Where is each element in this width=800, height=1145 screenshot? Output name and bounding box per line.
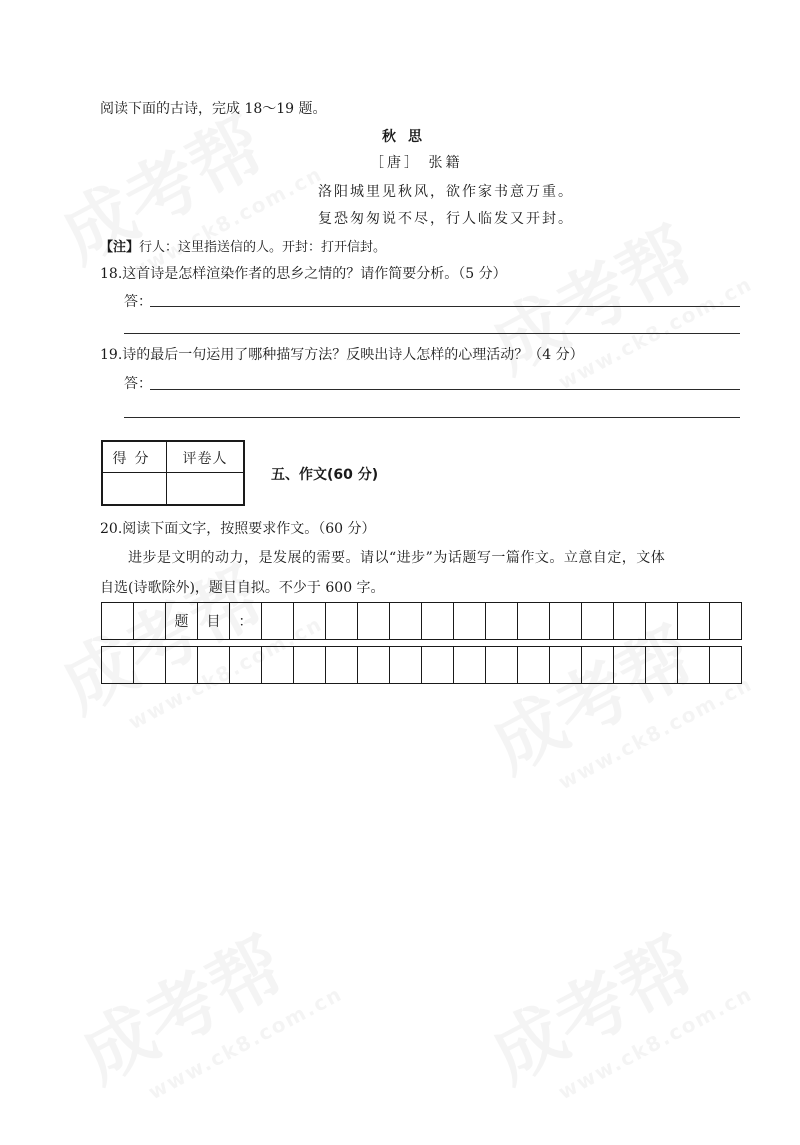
writing-grid-cell[interactable] xyxy=(390,647,422,683)
writing-grid-cell[interactable] xyxy=(550,647,582,683)
title-grid-cell[interactable] xyxy=(486,603,518,639)
writing-grid-cell[interactable] xyxy=(134,647,166,683)
essay-prompt-line-1: 进步是文明的动力，是发展的需要。请以“进步”为话题写一篇作文。立意自定，文体 xyxy=(128,550,666,566)
poem-author: ［唐］ 张籍 xyxy=(370,155,463,171)
writing-grid-cell[interactable] xyxy=(166,647,198,683)
title-grid-cell[interactable] xyxy=(710,603,742,639)
score-table xyxy=(101,440,245,506)
writing-grid-cell[interactable] xyxy=(422,647,454,683)
poem-note xyxy=(100,236,386,255)
writing-grid-cell[interactable] xyxy=(230,647,262,683)
note-text: 行人：这里指送信的人。开封：打开信封。 xyxy=(139,240,387,255)
title-grid-cell[interactable] xyxy=(582,603,614,639)
title-grid-cell[interactable] xyxy=(134,603,166,639)
writing-grid-cell[interactable] xyxy=(294,647,326,683)
writing-grid-cell[interactable] xyxy=(582,647,614,683)
title-grid-cell[interactable] xyxy=(454,603,486,639)
writing-grid-cell[interactable] xyxy=(486,647,518,683)
grader-header: 评卷人 xyxy=(182,451,228,467)
title-grid-cell[interactable] xyxy=(390,603,422,639)
answer-line-19a[interactable] xyxy=(150,389,740,390)
poem-line-2: 复恐匆匆说不尽，行人临发又开封。 xyxy=(318,211,574,227)
title-grid-cell[interactable] xyxy=(358,603,390,639)
writing-grid-cell[interactable] xyxy=(102,647,134,683)
note-tag: 【注】 xyxy=(100,240,140,255)
writing-grid-cell[interactable] xyxy=(678,647,710,683)
question-20: 20.阅读下面文字，按照要求作文。（60 分） xyxy=(100,521,376,537)
writing-grid-cell[interactable] xyxy=(518,647,550,683)
writing-grid-cell[interactable] xyxy=(358,647,390,683)
writing-grid-cell[interactable] xyxy=(326,647,358,683)
watermark xyxy=(470,890,757,1123)
essay-writing-row[interactable] xyxy=(101,646,742,684)
reading-instruction: 阅读下面的古诗，完成 18～19 题。 xyxy=(100,101,327,117)
title-grid-cell[interactable] xyxy=(422,603,454,639)
title-grid-cell[interactable]: ： xyxy=(230,603,262,639)
section-5-heading: 五、作文(60 分) xyxy=(271,467,379,483)
title-grid-cell[interactable] xyxy=(678,603,710,639)
title-grid-cell[interactable] xyxy=(518,603,550,639)
title-grid-cell[interactable] xyxy=(102,603,134,639)
title-grid-cell[interactable] xyxy=(294,603,326,639)
writing-grid-cell[interactable] xyxy=(198,647,230,683)
essay-prompt-line-2: 自选(诗歌除外)，题目自拟。不少于 600 字。 xyxy=(100,580,385,596)
writing-grid-cell[interactable] xyxy=(262,647,294,683)
writing-grid-cell[interactable] xyxy=(646,647,678,683)
title-grid-cell[interactable] xyxy=(614,603,646,639)
essay-title-row[interactable] xyxy=(101,602,742,640)
title-grid-cell[interactable] xyxy=(262,603,294,639)
answer-label-18: 答： xyxy=(124,294,152,310)
title-grid-cell[interactable] xyxy=(550,603,582,639)
question-19: 19.诗的最后一句运用了哪种描写方法？反映出诗人怎样的心理活动？（4 分） xyxy=(100,347,584,363)
poem-line-1: 洛阳城里见秋风，欲作家书意万重。 xyxy=(318,184,574,200)
question-18: 18.这首诗是怎样渲染作者的思乡之情的？请作简要分析。（5 分） xyxy=(100,266,507,282)
answer-line-18b[interactable] xyxy=(124,333,740,334)
watermark xyxy=(60,890,347,1123)
answer-line-19b[interactable] xyxy=(124,417,740,418)
title-grid-cell[interactable]: 题 xyxy=(166,603,198,639)
title-grid-cell[interactable] xyxy=(646,603,678,639)
answer-label-19: 答： xyxy=(124,376,152,392)
writing-grid-cell[interactable] xyxy=(710,647,742,683)
title-grid-cell[interactable] xyxy=(326,603,358,639)
poem-title: 秋思 xyxy=(382,129,434,145)
title-grid-cell[interactable]: 目 xyxy=(198,603,230,639)
answer-line-18a[interactable] xyxy=(150,306,740,307)
score-header: 得分 xyxy=(112,451,157,467)
writing-grid-cell[interactable] xyxy=(454,647,486,683)
writing-grid-cell[interactable] xyxy=(614,647,646,683)
